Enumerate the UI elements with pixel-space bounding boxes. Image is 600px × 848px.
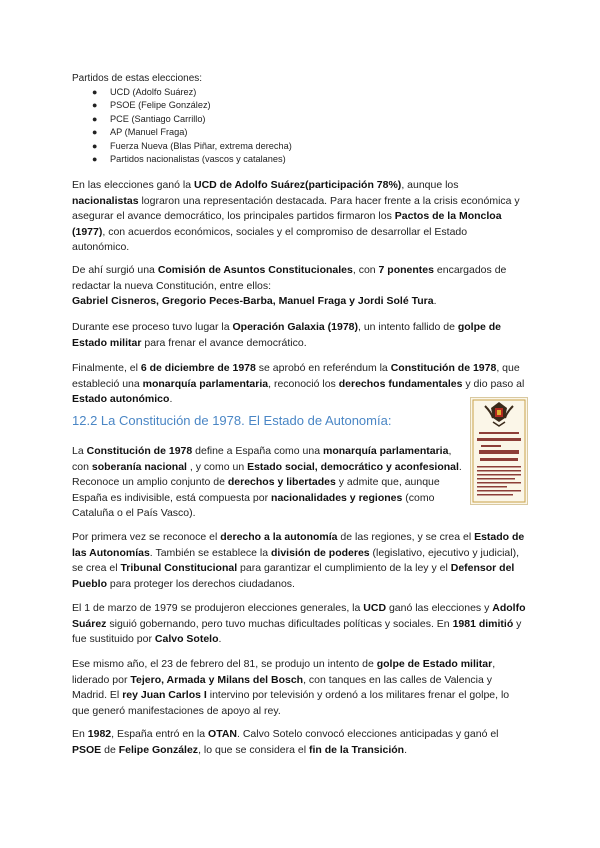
paragraph-23f: Ese mismo año, el 23 de febrero del 81, se produjo un intento de golpe de Estado militar, liderado por Tejero, Armada y Milans del Bosch, con tanques en las calles de Valencia y Madrid. El rey Juan Carlos I intervino por televisión y ordenó a los militares frenar el golpe, lo que generó manifestaciones de apoyo al rey. xyxy=(72,658,510,717)
list-item: ● PSOE (Felipe González) xyxy=(92,99,292,112)
paragraph-commission: De ahí surgió una Comisión de Asuntos Constitucionales, con 7 ponentes encargados de redactar la nueva Constitución, entre ellos: Gabriel Cisneros, Gregorio Peces-Barba, Manuel Fraga y Jordi Solé Tura. xyxy=(72,264,507,307)
paragraph-elections: En las elecciones ganó la UCD de Adolfo Suárez(participación 78%), aunque los nacionalistas lograron una representación destacada. Para hacer frente a la crisis económica y asegurar el avance democrático, los principales partidos firmaron los Pactos de la Moncloa (1977), con acuerdos económicos, sociales y el compromiso de desarrollar el Estado autonómico. xyxy=(72,179,520,253)
list-item: ● AP (Manuel Fraga) xyxy=(92,126,292,139)
bullet-icon: ● xyxy=(92,127,98,138)
bullet-icon: ● xyxy=(92,87,98,97)
list-item: ● PCE (Santiago Carrillo) xyxy=(92,113,292,126)
paragraph-referendum: Finalmente, el 6 de diciembre de 1978 se aprobó en referéndum la Constitución de 1978, que estableció una monarquía parlamentaria, reconoció los derechos fundamentales y dio paso al Estado autonómico. xyxy=(72,362,525,405)
paragraph-galaxia: Durante ese proceso tuvo lugar la Operación Galaxia (1978), un intento fallido de golpe de Estado militar para frenar el avance democrático. xyxy=(72,321,501,349)
paragraph-autonomies: Por primera vez se reconoce el derecho a la autonomía de las regiones, y se crea el Estado de las Autonomías. También se establece la división de poderes (legislativo, ejecutivo y judicial), se crea el Tribunal Constitucional para garantizar el cumplimiento de la ley y el Defensor del Pueblo para proteger los derechos ciudadanos. xyxy=(72,531,525,590)
constitution-image xyxy=(470,397,528,505)
parties-list xyxy=(92,86,292,166)
paragraph-1979-elections: El 1 de marzo de 1979 se produjeron elecciones generales, la UCD ganó las elecciones y Adolfo Suárez siguió gobernando, pero tuvo muchas dificultades políticas y sociales. En 1981 dimitió y fue sustituido por Calvo Sotelo. xyxy=(72,602,526,645)
list-item: ● Partidos nacionalistas (vascos y catalanes) xyxy=(92,153,292,166)
paragraph-constitution-definition: La Constitución de 1978 define a España como una monarquía parlamentaria, con soberanía nacional , y como un Estado social, democrático y aconfesional. Reconoce un amplio conjunto de derechos y libertades y admite que, aunque España es indivisible, está compuesta por nacionalidades y regiones (como Cataluña o el País Vasco). xyxy=(72,445,462,519)
section-heading: 12.2 La Constitución de 1978. El Estado de Autonomía: xyxy=(72,413,392,428)
constitution-emblem-icon xyxy=(471,398,527,504)
list-item: ● UCD (Adolfo Suárez) xyxy=(92,86,292,99)
bullet-icon: ● xyxy=(92,154,98,165)
parties-intro: Partidos de estas elecciones: xyxy=(72,73,203,84)
list-item: ● Fuerza Nueva (Blas Piñar, extrema derecha) xyxy=(92,140,292,153)
bullet-icon: ● xyxy=(92,140,98,151)
bullet-icon: ● xyxy=(92,113,98,124)
bullet-icon: ● xyxy=(92,100,98,111)
paragraph-1982: En 1982, España entró en la OTAN. Calvo Sotelo convocó elecciones anticipadas y ganó el PSOE de Felipe González, lo que se considera el fin de la Transición. xyxy=(72,728,499,756)
